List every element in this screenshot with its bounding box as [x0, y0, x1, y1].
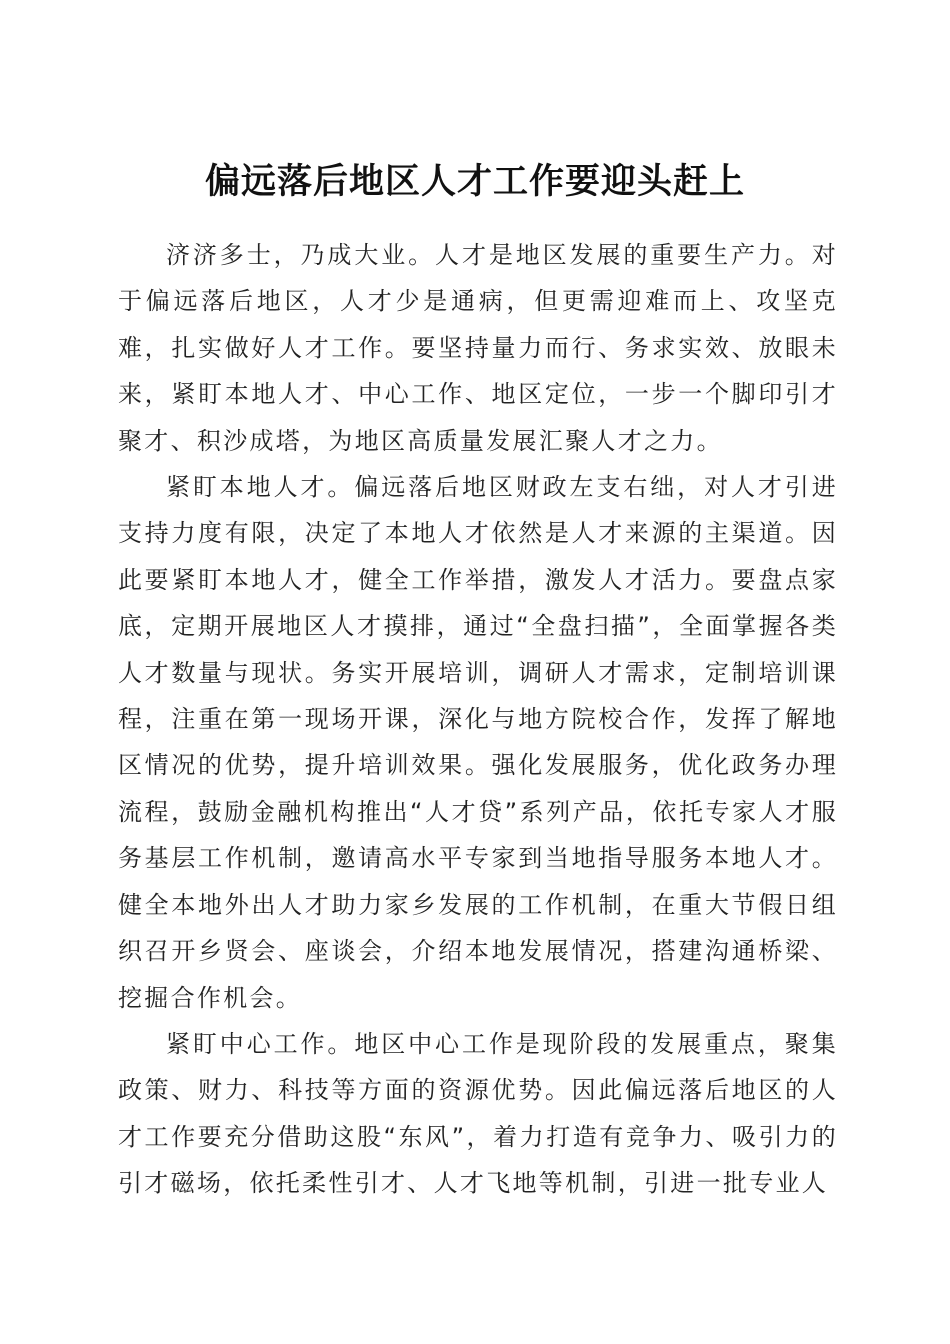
- paragraph-intro: 济济多士，乃成大业。人才是地区发展的重要生产力。对于偏远落后地区，人才少是通病，但更需迎难而上、攻坚克难，扎实做好人才工作。要坚持量力而行、务求实效、放眼未来，紧盯本地人才、中心工作、地区定位，一步一个脚印引才聚才、积沙成塔，为地区高质量发展汇聚人才之力。: [118, 241, 838, 455]
- paragraph-local-talent: 紧盯本地人才。偏远落后地区财政左支右绌，对人才引进支持力度有限，决定了本地人才依然是人才来源的主渠道。因此要紧盯本地人才，健全工作举措，激发人才活力。要盘点家底，定期开展地区人才摸排，通过“全盘扫描”，全面掌握各类人才数量与现状。务实开展培训，调研人才需求，定制培训课程，注重在第一现场开课，深化与地方院校合作，发挥了解地区情况的优势，提升培训效果。强化发展服务，优化政务办理流程，鼓励金融机构推出“人才贷”系列产品，依托专家人才服务基层工作机制，邀请高水平专家到当地指导服务本地人才。健全本地外出人才助力家乡发展的工作机制，在重大节假日组织召开乡贤会、座谈会，介绍本地发展情况，搭建沟通桥梁、挖掘合作机会。: [118, 473, 838, 1012]
- page-title: 偏远落后地区人才工作要迎头赶上: [204, 161, 745, 203]
- paragraph-central-work: 紧盯中心工作。地区中心工作是现阶段的发展重点，聚集政策、财力、科技等方面的资源优势。因此偏远落后地区的人才工作要充分借助这股“东风”，着力打造有竞争力、吸引力的引才磁场，依托柔性引才、人才飞地等机制，引进一批专业人: [118, 1029, 838, 1198]
- article-body: [118, 232, 838, 1207]
